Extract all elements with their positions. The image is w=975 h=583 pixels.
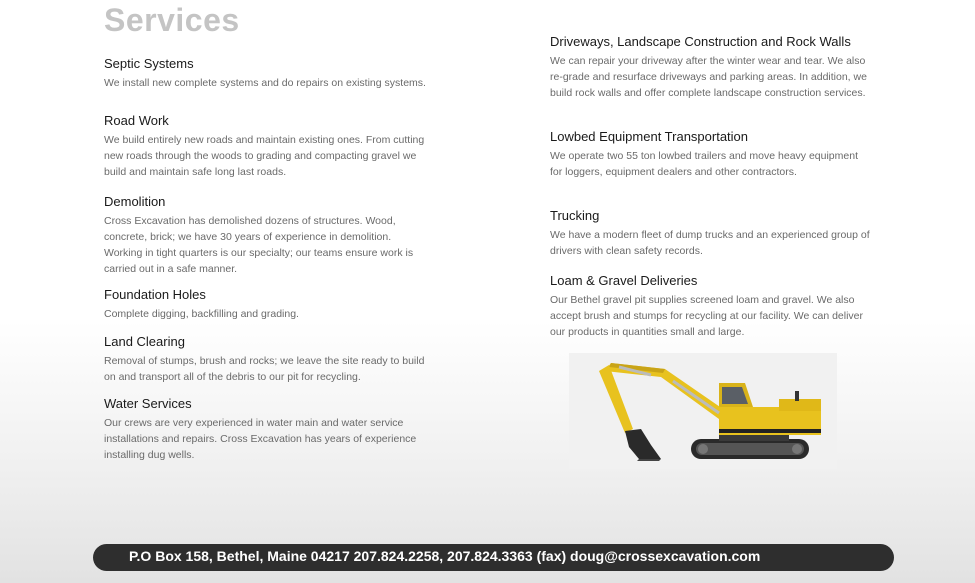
service-title: Road Work	[104, 113, 169, 128]
service-demolition	[104, 194, 429, 277]
service-title: Lowbed Equipment Transportation	[550, 129, 749, 144]
excavator-icon	[569, 353, 837, 469]
services-right-column	[550, 34, 870, 354]
service-title: Water Services	[104, 396, 192, 411]
service-loam-gravel	[550, 273, 870, 340]
contact-footer: P.O Box 158, Bethel, Maine 04217 207.824.2258, 207.824.3363 (fax) doug@crossexcavation.com	[93, 544, 894, 571]
page-title: Services	[104, 2, 240, 38]
service-description: Our Bethel gravel pit supplies screened loam and gravel. We also accept brush and stumps for recycling at our facility. We can deliver our products in quantities small and large.	[550, 294, 864, 338]
service-title: Loam & Gravel Deliveries	[550, 273, 698, 288]
service-title: Driveways, Landscape Construction and Rock Walls	[550, 34, 851, 49]
service-title: Foundation Holes	[104, 287, 206, 302]
service-description: We install new complete systems and do repairs on existing systems.	[104, 77, 426, 89]
excavator-image	[569, 353, 837, 469]
service-description: Cross Excavation has demolished dozens of structures. Wood, concrete, brick; we have 30 years of experience in demolition. Working in tight quarters is our specialty; our teams ensure work is carried out in a safe manner.	[104, 215, 414, 275]
service-water-services	[104, 396, 429, 463]
service-septic-systems	[104, 56, 429, 91]
service-title: Septic Systems	[104, 56, 194, 71]
service-description: We operate two 55 ton lowbed trailers and move heavy equipment for loggers, equipment dealers and other contractors.	[550, 150, 858, 178]
service-title: Trucking	[550, 208, 600, 223]
service-land-clearing	[104, 334, 429, 385]
service-trucking	[550, 208, 870, 259]
service-description: Our crews are very experienced in water main and water service installations and repairs. Cross Excavation has years of experience installing dug wells.	[104, 417, 417, 461]
service-title: Land Clearing	[104, 334, 185, 349]
service-lowbed-transportation	[550, 129, 870, 180]
service-foundation-holes	[104, 287, 429, 322]
service-description: We build entirely new roads and maintain existing ones. From cutting new roads through the woods to grading and compacting gravel we build and maintain safe long last roads.	[104, 134, 425, 178]
services-left-column	[104, 56, 429, 476]
service-driveways	[550, 34, 870, 101]
service-title: Demolition	[104, 194, 166, 209]
service-description: Complete digging, backfilling and grading.	[104, 308, 299, 320]
service-description: We have a modern fleet of dump trucks and an experienced group of drivers with clean safety records.	[550, 229, 870, 257]
service-description: Removal of stumps, brush and rocks; we leave the site ready to build on and transport all of the debris to our pit for recycling.	[104, 355, 425, 383]
service-road-work	[104, 113, 429, 180]
service-description: We can repair your driveway after the winter wear and tear. We also re-grade and resurface driveways and parking areas. In addition, we build rock walls and offer complete landscape construction services.	[550, 55, 867, 99]
